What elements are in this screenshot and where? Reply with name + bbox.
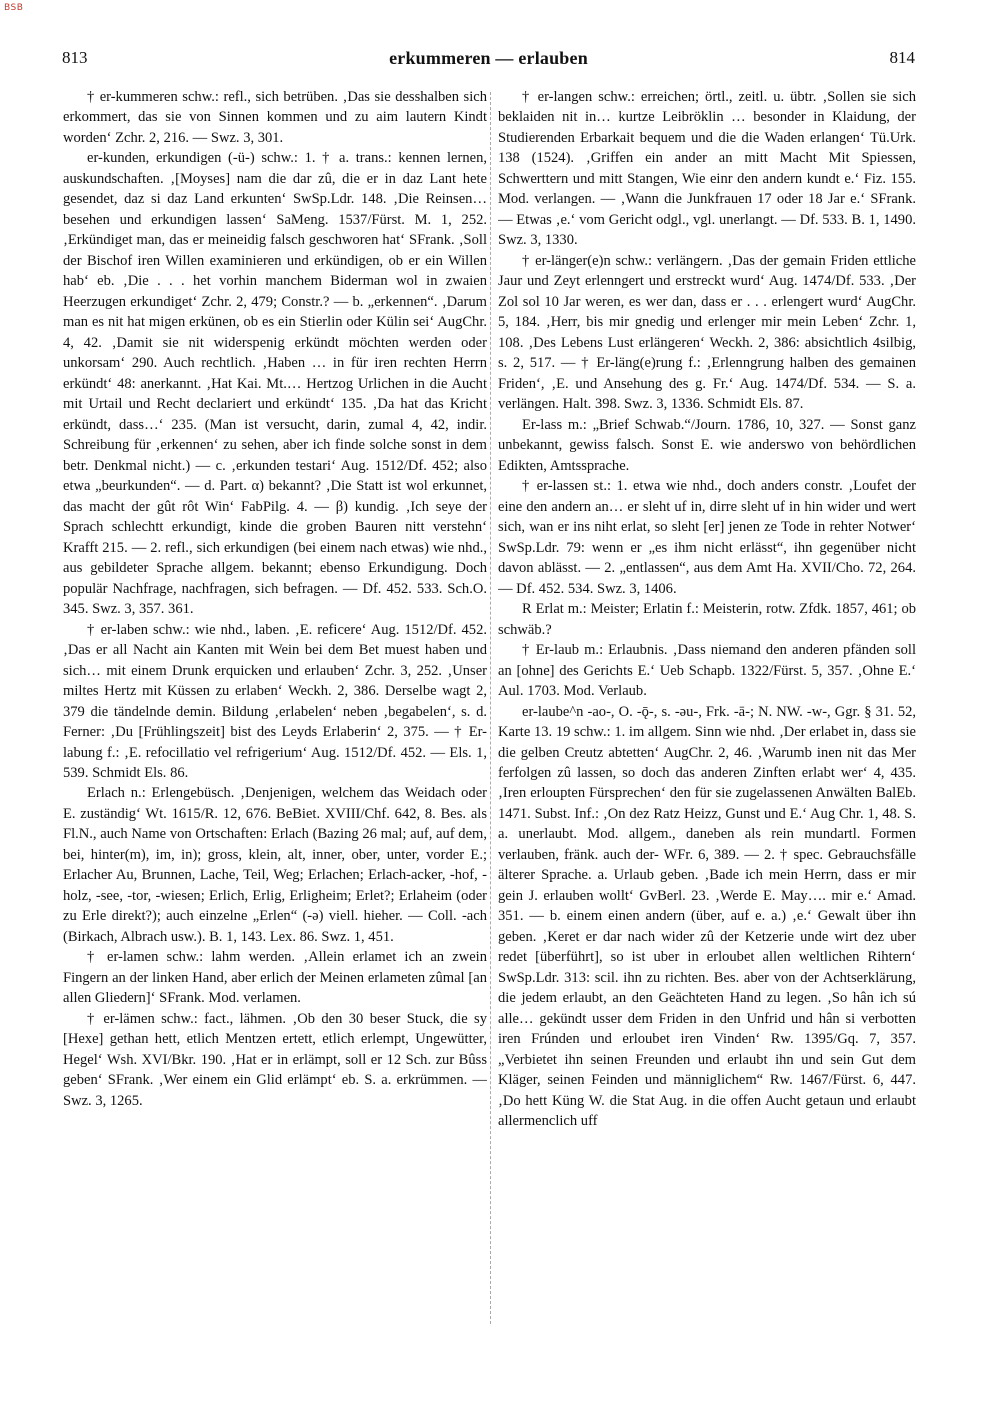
entry-er-lassen: † er-lassen st.: 1. etwa wie nhd., doch anders constr. ‚Loufet der eine den andern an… er sleht uf in, dirre sleht uf in hin wider und wert sich, wan er ins niht erlat, so sleht [er] jenen ze Tode in rehter Notwer‘ SwSp.Ldr. 79: wenn er „es ihm nicht erlässt“, ihn gegenüber nicht davon ablässt. — 2. „entlassen“, aus dem Amt Ha. XVII/Cho. 72, 264. — Df. 452. 534. Swz. 3, 1406.	[498, 478, 916, 597]
entry-er-laub: † Er-laub m.: Erlaubnis. ‚Dass niemand den anderen pfänden soll an [ohne] des Gerichts E.‘ Ueb Schapb. 1322/Fürst. 5, 357. ‚Ohne E.‘ Aul. 1703. Mod. Verlaub.	[498, 642, 916, 700]
entry-erlat: R Erlat m.: Meister; Erlatin f.: Meisterin, rotw. Zfdk. 1857, 461; ob schwäb.?	[498, 601, 916, 638]
running-title: erkummeren — erlauben	[389, 48, 588, 68]
entry-er-laengern: † er-länger(e)n schw.: verlängern. ‚Das der gemain Friden ettliche Jaur und Zeyt erlenngert und erstreckt wurd‘ Aug. 1474/Df. 533. ‚Der Zol sol 10 Jar weren, es wer dan, dass er . . . erlengert wurd‘ AugChr. 5, 184. ‚Herr, bis mir gnedig und erlenger mir mein Leben‘ Zchr. 1, 108. ‚Des Lebens Lust erlängeren‘ Weckh. 2, 386: absichtlich 4silbig, s. 2, 517. — † Er-läng(e)rung f.: ‚Erlenngrung halben des gemainen Friden‘, ‚E. und Ansehung des g. Fr.‘ Aug. 1474/Df. 534. — S. a. verlängen. Halt. 398. Swz. 3, 1336. Schmidt Els. 87.	[498, 252, 916, 413]
library-corner-mark: BSB	[4, 3, 24, 13]
entry-er-laben: † er-laben schw.: wie nhd., laben. ‚E. reficere‘ Aug. 1512/Df. 452. ‚Das er all Nacht ain Kanten mit Wein bei dem Bet muest haben und sich… mit einem Drunk erquicken und erlauben‘ Zchr. 3, 252. ‚Unser miltes Hertz mit Küssen zu erlaben‘ Weckh. 2, 386. Derselbe wagt 2, 379 die tändelnde demin. Bildung ‚erlabelen‘ neben ‚begabelen‘, s. d. Ferner: ‚Du [Frühlingszeit] bist des Leyds Erlaberin‘ 2, 375. — † Er-labung f.: ‚E. refocillatio vel refrigerium‘ Aug. 1512/Df. 452. — Els. 1, 539. Schmidt Els. 86.	[63, 621, 487, 781]
column-divider	[490, 92, 491, 1324]
left-column	[63, 87, 487, 1327]
entry-er-kummeren: † er-kummeren schw.: refl., sich betrüben. ‚Das sie desshalben sich erkommert, das sie von Sinnen kommen und zu aim lautern Kindt worden‘ Zchr. 2, 216. — Swz. 3, 301.	[63, 89, 487, 146]
running-header	[62, 48, 915, 68]
page-number-right: 814	[889, 48, 915, 67]
entry-er-lauben: er-laube^n -ao-, O. -ǭ-, s. -əu-, Frk. -ā-; N. NW. -w-, Ggr. § 31. 52, Karte 13. 19 schw.: 1. im allgem. Sinn wie nhd. ‚Der erlabet in, dass sie die gelben Creutz abtetten‘ AugChr. 2, 46. ‚Warumb inen nit das Mer ferfolgen zû lassen, so doch das anderen Zinften erlabt wer‘ 4, 435. ‚Iren erloupten Fürsprechen‘ den für sie zugelassenen Anwälten BalEb. 1471. Subst. Inf.: ‚On dez Ratz Heizz, Gunst und E.‘ Aug Chr. 1, 48. S. a. unerlaubt. Mod. allgem., daneben als rein mundartl. Formen verlauben, fränk. auch der- WFr. 6, 389. — 2. † spec. Gebrauchsfälle älterer Sprache. a. Urlaub geben. ‚Bade ich mein Herrn, dass er mir gein J. erlauben wollt‘ GvBerl. 23. ‚Werde E. May…. mir e.‘ Amad. 351. — b. einem einen andern (über, auf e. a.) ‚e.‘ Gewalt über ihn geben. ‚Keret er dar nach wider zû der Ketzerie unde wirt dez uber redet [überführt], so ist uber in erloubet allen weltlichen Rihtern‘ SwSp.Ldr. 313: scil. ihn zu richten. Bes. aber von der Achtserklärung, die jedem erlaubt, an den Geächteten Hand zu legen. ‚So hân ich sú alle… gekündt usser dem Friden in den Unfrid und hân si verbotten iren Frúnden und erloubet iren Vinden‘ Rw. 1395/Gq. 7, 357. „Verbietet ihn seinen Freunden und erlaubt ihn und sein Gut dem Kläger, seinen Feinden und männiglichem“ Rw. 1467/Fürst. 6, 447. ‚Do hett Küng W. die Stat Aug. in die offen Aucht getaun und erlaubt allermenclich uff	[498, 703, 916, 1130]
entry-er-lamen: † er-lamen schw.: lahm werden. ‚Allein erlamet ich an zwein Fingern an der linken Hand, aber erlich der Meinen erlameten zûmal [an allen Gliedern]‘ SFrank. Mod. verlamen.	[63, 949, 487, 1007]
page-number-left: 813	[62, 48, 88, 67]
entry-er-kunden: er-kunden, erkundigen (-ü-) schw.: 1. † a. trans.: kennen lernen, auskundschaften. ‚[Moyses] nam die dar zû, die er in daz Lant hete gesendet, daz si daz Land erkunten‘ SwSp.Ldr. 148. ‚Die Reinsen… besehen und erkundigen lassen‘ SaMeng. 1537/Fürst. M. 1, 252. ‚Erkündiget man, das er meineidig falsch geschworen hat‘ SFrank. ‚Soll der Bischof iren Willen examinieren und erkündigen, ob er ein Willen hab‘ eb. ‚Die . . . het vorhin manchem Biderman wol in zwaien Heerzugen erkundiget‘ Zchr. 2, 479; Constr.? — b. „erkennen“. ‚Darum man es nit hat migen erkünen, ob es ein Stierlin oder Külin sei‘ AugChr. 4, 42. ‚Damit sie nit widerspenig erkündt möchten werden oder unkorsam‘ 290. Auch rechtlich. ‚Haben … in für iren rechten Herrn erkündt‘ 48: anerkannt. ‚Hat Kai. Mt.… Hertzog Urlichen in die Aucht mit Urtail und Recht declariert und erkündt‘ 135. ‚Da hat das Kricht erkündt, dass…‘ 235. (Man ist versucht, darin, zumal 4, 42, indir. Schreibung für ‚erkennen‘ zu sehen, aber ich finde solche sonst in dem betr. Denkmal nicht.) — c. ‚erkunden testari‘ Aug. 1512/Df. 452; also etwa „beurkunden“. — d. Part. α) bekannt? ‚Die Statt ist wol erkunnet, das macht der gût rôt Win‘ FabPilg. 4. — β) kundig. ‚Ich seye der Sprach schlechtt erkundigt, kinde die groben Bauren nitt verstehn‘ Krafft 215. — 2. refl., sich erkundigen (bei einem nach etwas) wie nhd., aus gebildeter Sprache allgem. bekannt; ebenso Erkundigung. Doch populär Nachfrage, nachfragen, sich befragen. — Df. 452. 533. Sch.O. 345. Swz. 3, 357. 361.	[63, 150, 487, 618]
right-column	[498, 87, 916, 1327]
entry-er-laemen: † er-lämen schw.: fact., lähmen. ‚Ob den 30 beser Stuck, die sy [Hexe] gethan hett, etlich Mentzen ertett, etlich erlempt, Ungewütter, Hegel‘ Wsh. XVI/Bkr. 190. ‚Hat er in erlämpt, soll er 12 Sch. zur Bûss geben‘ SFrank. ‚Wer einem ein Glid erlämpt‘ eb. S. a. erkrümmen. — Swz. 3, 1265.	[63, 1010, 487, 1109]
entry-er-lass: Er-lass m.: „Brief Schwab.“/Journ. 1786, 10, 327. — Sonst ganz unbekannt, gewiss falsch. Sonst E. wie anderswo von behördlichen Edikten, Amtssprache.	[498, 416, 916, 474]
entry-er-langen: † er-langen schw.: erreichen; örtl., zeitl. u. übtr. ‚Sollen sie sich beklaiden nit in… kurtze Leibröklin … besonder in Klaidung, der Studierenden Erbarkait bequem und die die Waden erlangen‘ Tü.Urk. 138 (1524). ‚Griffen ein ander an mitt Macht Mit Spiessen, Schwerttern und mitt Stangen, Wie einr den andern kundt e.‘ Fiz. 155. Mod. verlangen. — ‚Wann die Junkfrauen 17 oder 18 Jar e.‘ SFrank. — Etwas ‚e.‘ vom Gericht odgl., vgl. unerlangt. — Df. 533. B. 1, 1490. Swz. 3, 1330.	[498, 89, 916, 249]
entry-erlach: Erlach n.: Erlengebüsch. ‚Denjenigen, welchem das Weidach oder E. zuständig‘ Wt. 1615/R. 12, 676. BeBiet. XVIII/Chf. 642, 8. Bes. als Fl.N., auch Name von Ortschaften: Erlach (Bazing 26 mal; auf, auf dem, bei, hinter(m), im, in); gross, klein, alt, inner, ober, unter, vorder E.; Erlacher Au, Brunnen, Lache, Teil, Weg; Erlachen; Erlach-acker, -hof, -holz, -see, -tor, -wiesen; Erlich, Erlig, Erligheim; Erlet?; Erlaheim (oder zu Erle direkt?); auch einzelne „Erlen“ (-ə) viell. hieher. — Coll. -ach (Birkach, Albrach usw.). B. 1, 143. Lex. 86. Swz. 1, 451.	[63, 785, 487, 945]
